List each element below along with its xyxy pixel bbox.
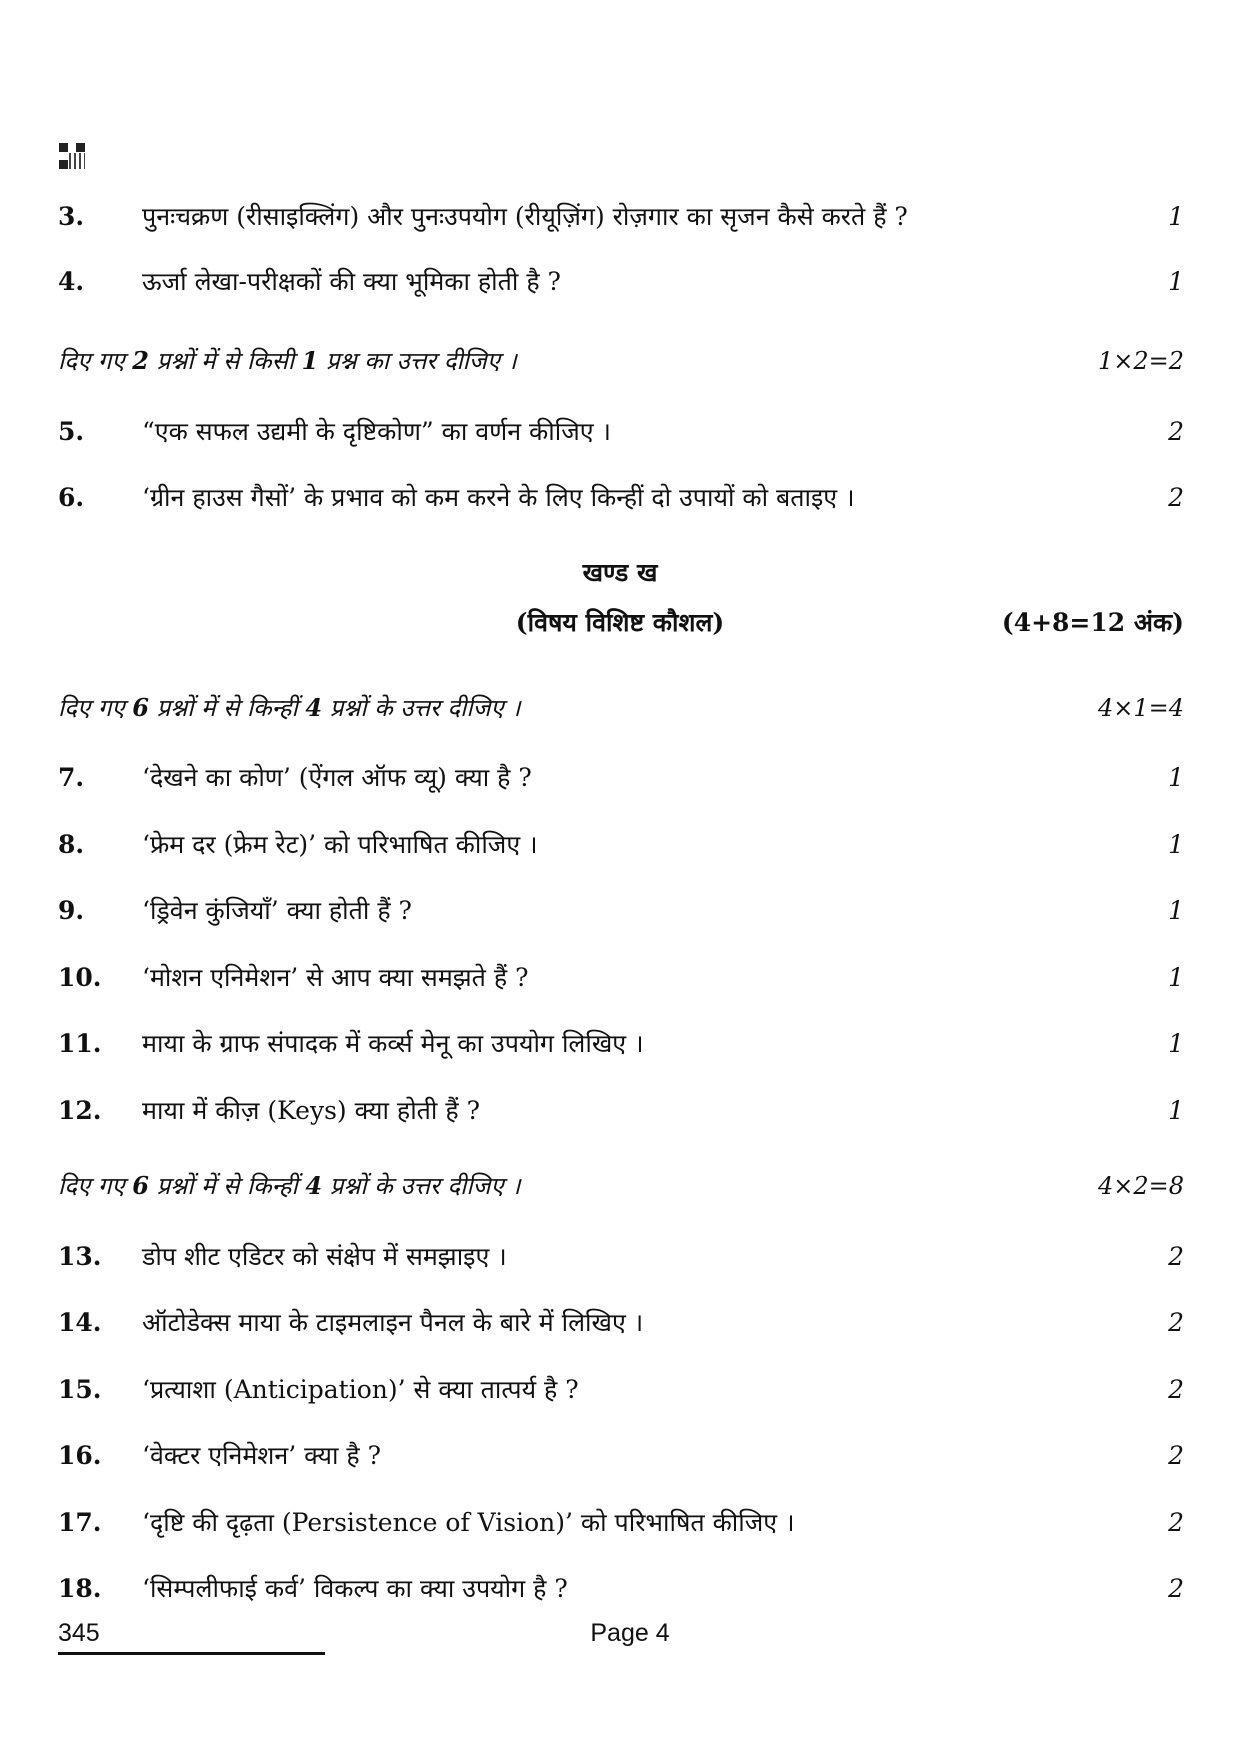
question-row	[58, 1091, 1184, 1131]
question-number: 7.	[58, 763, 85, 792]
question-number: 15.	[58, 1375, 102, 1404]
section-marks: (4+8=12 अंक)	[1001, 608, 1184, 637]
question-text: ‘फ्रेम दर (फ्रेम रेट)’ को परिभाषित कीजिए ।	[142, 830, 538, 859]
question-row	[58, 1569, 1184, 1609]
instruction-marks: 4×1=4	[1097, 694, 1184, 722]
question-text: ‘दृष्टि की दृढ़ता (Persistence of Vision)’ को परिभाषित कीजिए ।	[142, 1508, 795, 1537]
question-row	[58, 412, 1184, 452]
question-marks: 1	[1168, 830, 1184, 859]
question-marks: 2	[1168, 1441, 1184, 1470]
question-row	[58, 958, 1184, 998]
question-row	[58, 758, 1184, 798]
question-marks: 1	[1168, 1029, 1184, 1058]
question-text: ‘देखने का कोण’ (ऐंगल ऑफ व्यू) क्या है ?	[142, 763, 532, 792]
question-text: ‘प्रत्याशा (Anticipation)’ से क्या तात्पर्य है ?	[142, 1375, 579, 1404]
question-number: 8.	[58, 830, 85, 859]
question-text: ‘सिम्पलीफाई कर्व’ विकल्प का क्या उपयोग है ?	[142, 1574, 568, 1603]
question-text: ‘ड्रिवेन कुंजियाँ’ क्या होती हैं ?	[142, 896, 412, 925]
question-row	[58, 197, 1184, 237]
page-number: Page 4	[590, 1619, 670, 1647]
question-number: 3.	[58, 202, 85, 231]
question-number: 9.	[58, 896, 85, 925]
question-number: 11.	[58, 1029, 102, 1058]
question-number: 14.	[58, 1308, 102, 1337]
question-row	[58, 891, 1184, 931]
question-row	[58, 1436, 1184, 1476]
question-marks: 1	[1168, 267, 1184, 296]
question-text: ऊर्जा लेखा-परीक्षकों की क्या भूमिका होती है ?	[142, 267, 561, 296]
question-number: 4.	[58, 267, 85, 296]
question-number: 6.	[58, 483, 85, 512]
question-marks: 2	[1168, 1508, 1184, 1537]
question-marks: 2	[1168, 1574, 1184, 1603]
question-marks: 2	[1168, 1375, 1184, 1404]
question-marks: 1	[1168, 763, 1184, 792]
question-row	[58, 1237, 1184, 1277]
question-text: ‘वेक्टर एनिमेशन’ क्या है ?	[142, 1441, 382, 1470]
instruction-row	[58, 1166, 1184, 1206]
instruction-text: दिए गए 2 प्रश्नों में से किसी 1 प्रश्न का उत्तर दीजिए ।	[58, 346, 517, 375]
question-row	[58, 1024, 1184, 1064]
question-marks: 1	[1168, 896, 1184, 925]
instruction-row	[58, 688, 1184, 728]
question-row	[58, 1370, 1184, 1410]
instruction-row	[58, 341, 1184, 381]
instruction-text: दिए गए 6 प्रश्नों में से किन्हीं 4 प्रश्नों के उत्तर दीजिए ।	[58, 1171, 521, 1200]
instruction-marks: 1×2=2	[1097, 347, 1184, 375]
question-row	[58, 478, 1184, 518]
question-marks: 2	[1168, 483, 1184, 512]
question-text: डोप शीट एडिटर को संक्षेप में समझाइए ।	[142, 1242, 507, 1271]
footer-divider	[58, 1652, 325, 1655]
instruction-marks: 4×2=8	[1097, 1172, 1184, 1200]
question-text: ‘मोशन एनिमेशन’ से आप क्या समझते हैं ?	[142, 963, 529, 992]
question-row	[58, 825, 1184, 865]
paper-code: 345	[58, 1619, 100, 1647]
qr-code-icon	[59, 143, 85, 169]
question-marks: 2	[1168, 417, 1184, 446]
question-number: 12.	[58, 1096, 102, 1125]
question-text: ‘ग्रीन हाउस गैसों’ के प्रभाव को कम करने के लिए किन्हीं दो उपायों को बताइए ।	[142, 483, 855, 512]
question-text: माया के ग्राफ संपादक में कर्व्स मेनू का उपयोग लिखिए ।	[142, 1029, 644, 1058]
question-text: पुनःचक्रण (रीसाइक्लिंग) और पुनःउपयोग (रीयूज़िंग) रोज़गार का सृजन कैसे करते हैं ?	[142, 202, 908, 231]
question-text: माया में कीज़ (Keys) क्या होती हैं ?	[142, 1096, 480, 1125]
question-text: “एक सफल उद्यमी के दृष्टिकोण” का वर्णन कीजिए ।	[142, 417, 611, 446]
question-text: ऑटोडेक्स माया के टाइमलाइन पैनल के बारे में लिखिए ।	[142, 1308, 644, 1337]
question-number: 16.	[58, 1441, 102, 1470]
question-marks: 1	[1168, 1096, 1184, 1125]
question-marks: 2	[1168, 1308, 1184, 1337]
question-number: 5.	[58, 417, 85, 446]
question-marks: 1	[1168, 202, 1184, 231]
question-row	[58, 1503, 1184, 1543]
section-subtitle: (विषय विशिष्ट कौशल)	[515, 608, 725, 637]
question-row	[58, 262, 1184, 302]
question-marks: 2	[1168, 1242, 1184, 1271]
question-number: 17.	[58, 1508, 102, 1537]
question-number: 18.	[58, 1574, 102, 1603]
instruction-text: दिए गए 6 प्रश्नों में से किन्हीं 4 प्रश्नों के उत्तर दीजिए ।	[58, 693, 521, 722]
question-marks: 1	[1168, 963, 1184, 992]
question-number: 10.	[58, 963, 102, 992]
question-number: 13.	[58, 1242, 102, 1271]
section-title: खण्ड ख	[582, 558, 658, 587]
question-row	[58, 1303, 1184, 1343]
